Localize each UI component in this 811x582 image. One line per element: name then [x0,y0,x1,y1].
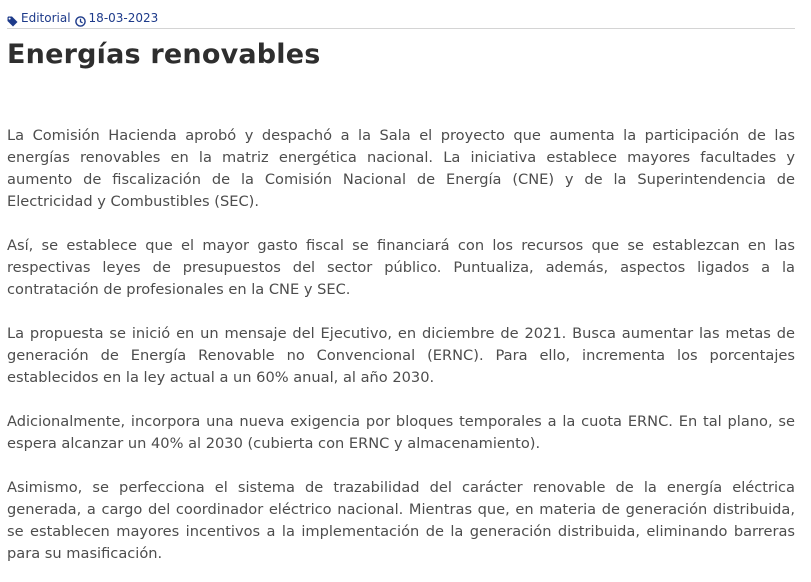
paragraph: Adicionalmente, incorpora una nueva exigencia por bloques temporales a la cuota ERNC. En tal plano, se espera alcanzar un 40% al 2030 (cubierta con ERNC y almacenamiento). [7,413,795,452]
category-link[interactable]: Editorial [21,11,71,25]
paragraph: La Comisión Hacienda aprobó y despachó a la Sala el proyecto que aumenta la participación de las energías renovables en la matriz energética nacional. La iniciativa establece mayores facultades y aumento de fiscalización de la Comisión Nacional de Energía (CNE) y de la Superintendencia de Electricidad y Combustibles (SEC). [7,127,795,210]
publish-date: 18-03-2023 [88,11,159,25]
article-meta [7,8,795,29]
clock-icon [75,13,86,24]
article-title: Energías renovables [7,39,321,70]
paragraph: La propuesta se inició en un mensaje del Ejecutivo, en diciembre de 2021. Busca aumentar las metas de generación de Energía Renovable no Convencional (ERNC). Para ello, incrementa los porcentajes establecidos en la ley actual a un 60% anual, al año 2030. [7,325,795,386]
article-body [7,125,795,565]
article [7,8,795,565]
tag-icon [7,13,18,24]
paragraph: Asimismo, se perfecciona el sistema de trazabilidad del carácter renovable de la energía eléctrica generada, a cargo del coordinador eléctrico nacional. Mientras que, en materia de generación distribuida, se establecen mayores incentivos a la implementación de la generación distribuida, eliminando barreras para su masificación. [7,479,795,562]
paragraph: Así, se establece que el mayor gasto fiscal se financiará con los recursos que se establezcan en las respectivas leyes de presupuestos del sector público. Puntualiza, además, aspectos ligados a la contratación de profesionales en la CNE y SEC. [7,237,795,298]
